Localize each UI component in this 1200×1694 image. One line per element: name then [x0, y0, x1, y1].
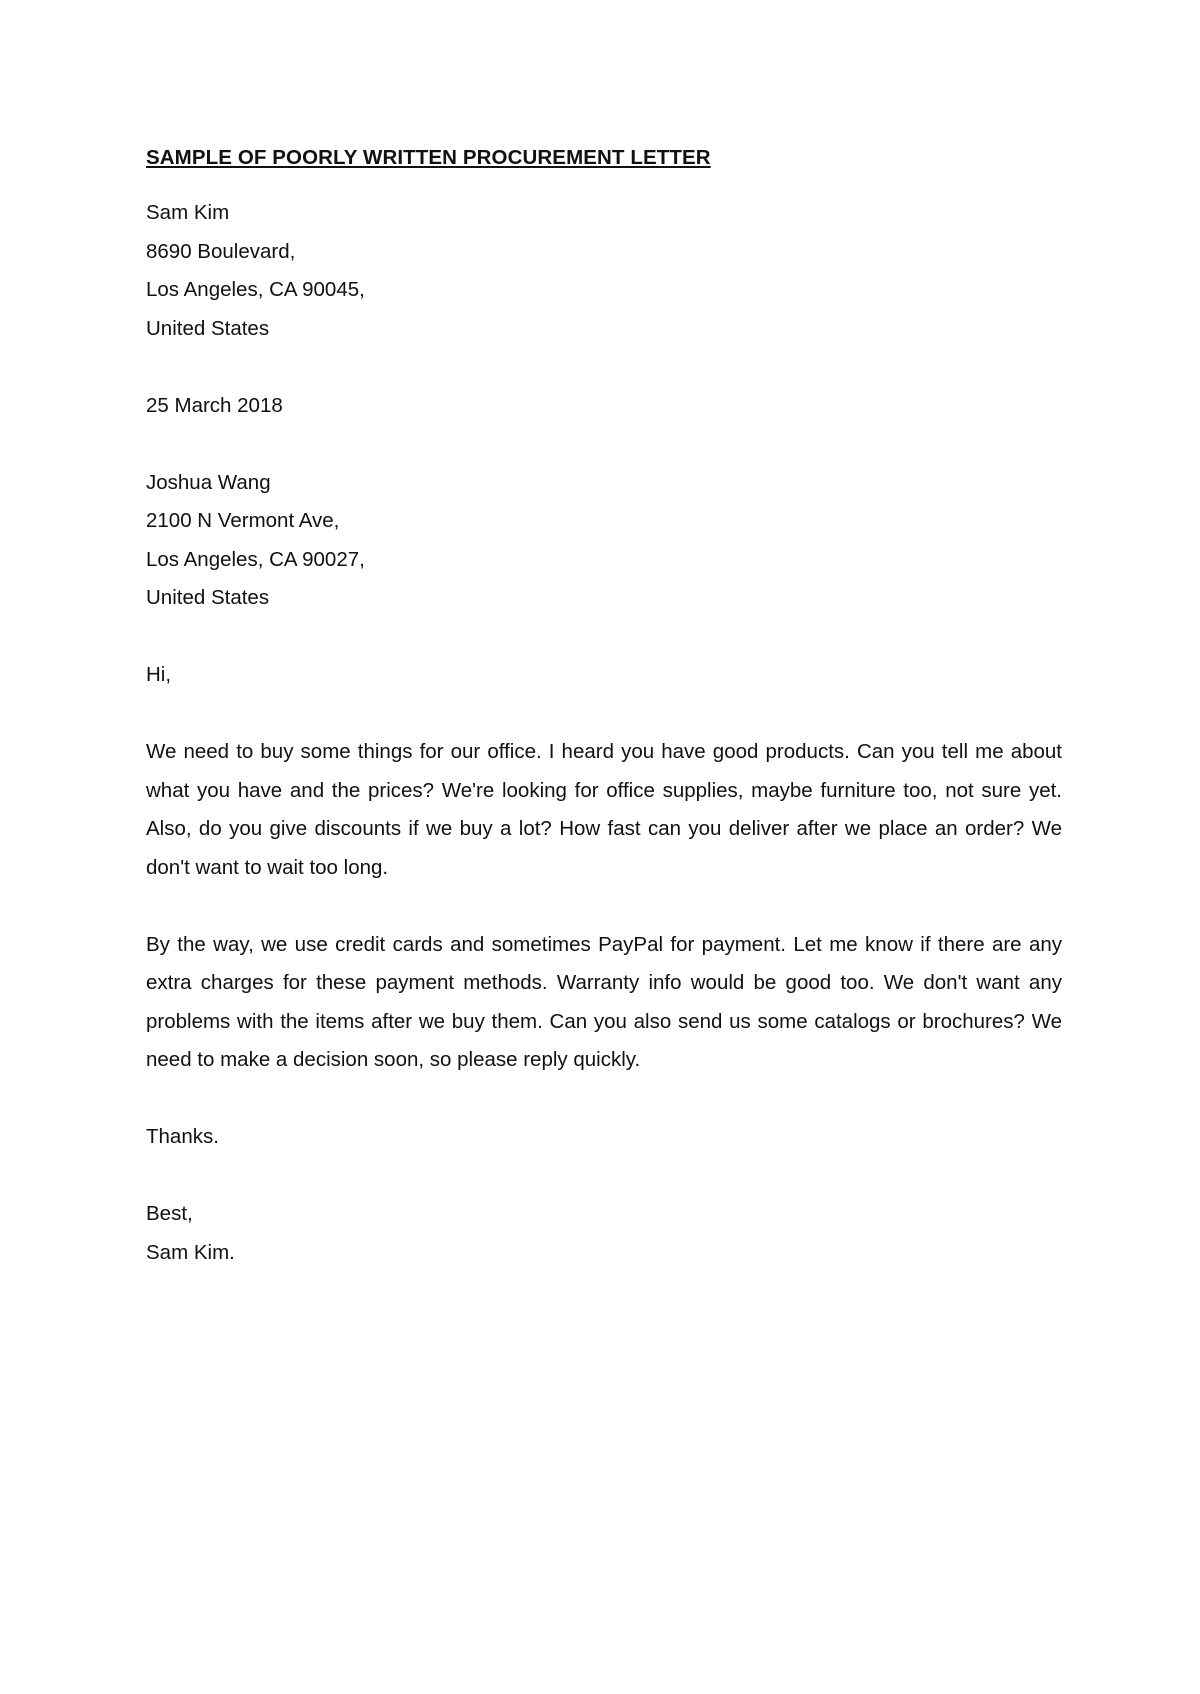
body-paragraph-2: By the way, we use credit cards and sometimes PayPal for payment. Let me know if there are any extra charges for these payment methods. Warranty info would be good too. We don't want any problems with the items after we buy them. Can you also send us some catalogs or brochures? We need to make a decision soon, so please reply quickly.	[146, 932, 1062, 1071]
thanks	[146, 1118, 1062, 1157]
signature-name: Sam Kim.	[146, 1240, 235, 1264]
letter-title: SAMPLE OF POORLY WRITTEN PROCUREMENT LETTER	[146, 146, 711, 169]
closing-text: Best,	[146, 1202, 193, 1225]
sender-country: United States	[146, 316, 270, 340]
sign-off	[146, 1195, 1062, 1272]
spacer	[146, 1080, 1062, 1119]
recipient-address	[146, 464, 1062, 618]
spacer	[146, 348, 1062, 387]
sender-address	[146, 194, 1062, 348]
recipient-street: 2100 N Vermont Ave,	[146, 509, 340, 532]
sender-name: Sam Kim	[146, 201, 230, 224]
spacer	[146, 425, 1062, 464]
letter-body	[146, 139, 1062, 1272]
sender-street: 8690 Boulevard,	[146, 239, 296, 263]
spacer	[146, 887, 1062, 926]
spacer	[146, 695, 1062, 734]
spacer	[146, 618, 1062, 657]
recipient-country: United States	[146, 586, 270, 609]
letter-date	[146, 387, 1062, 426]
thanks-text: Thanks.	[146, 1125, 219, 1148]
spacer	[146, 1157, 1062, 1196]
sender-city: Los Angeles, CA 90045,	[146, 278, 365, 301]
salutation	[146, 656, 1062, 695]
date-text: 25 March 2018	[146, 393, 283, 417]
body-paragraph-1: We need to buy some things for our office. I heard you have good products. Can you tell me about what you have and the prices? We're looking for office supplies, maybe furniture too, not sure yet. Also, do you give discounts if we buy a lot? How fast can you deliver after we place an order? We don't want to wait too long.	[146, 740, 1062, 879]
recipient-city: Los Angeles, CA 90027,	[146, 547, 365, 571]
recipient-name: Joshua Wang	[146, 470, 271, 494]
salutation-text: Hi,	[146, 663, 172, 686]
